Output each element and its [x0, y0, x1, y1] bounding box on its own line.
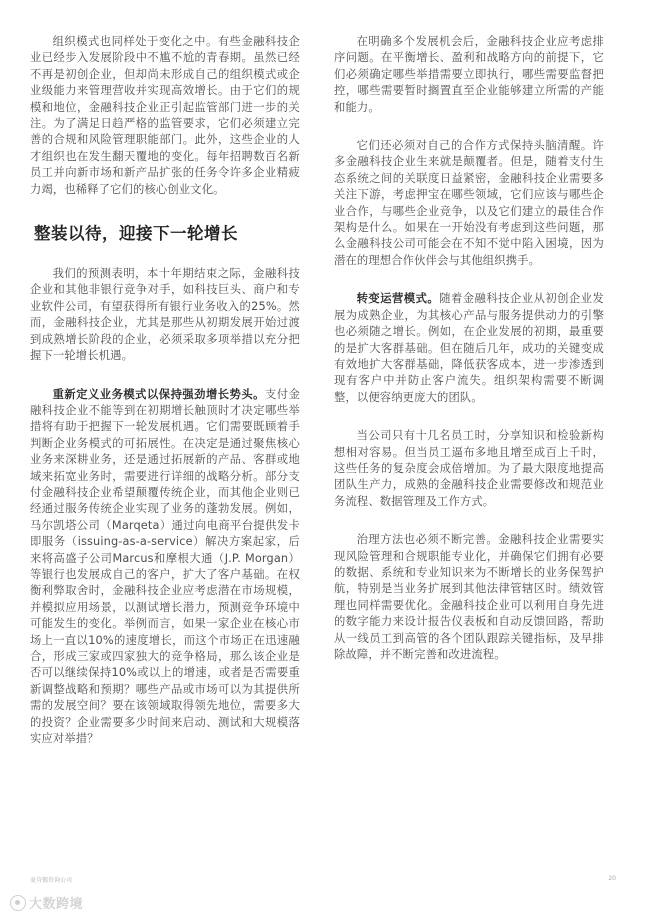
watermark — [10, 893, 83, 912]
page-footer — [30, 875, 616, 887]
paragraph-operating-model — [334, 291, 604, 406]
footer-publisher: 麦肯锡咨询公司 — [30, 877, 73, 884]
paragraph-knowledge-sharing: 当公司只有十几名员工时，分享知识和检验新构想相对容易。但当员工逼布多地且增至成百上千时，这些任务的复杂度会成倍增加。为了最大限度地提高团队生产力，成熟的金融科技企业需要修改和规范业务流程、数据管理及工作方式。 — [334, 429, 604, 508]
watermark-text: 大数跨境 — [29, 897, 84, 912]
body-redefine-business-model: 支付金融科技企业不能等到在初期增长触顶时才决定哪些举措将有助于把握下一轮发展机遇。它们需要既顾着手判断企业务模式的可拓展性。在决定是通过聚焦核心业务来深耕业务，还是通过拓展新的产品、客群或地域来拓宽业务时，需要进行详细的战略分析。部分支付金融科技企业希望颠覆传统企业，而其他企业则已经通过服务传统企业实现了业务的蓬勃发展。例如，马尔凯塔公司（Marqeta）通过向电商平台提供发卡即服务（issuing-as-a-service）解决方案起家，后来将高盛子公司Marcus和摩根大通（J.P. Morgan）等银行也发展成自己的客户，扩大了客户基础。在权衡利弊取舍时，金融科技企业应考虑潜在市场规模，并模拟应用场景，以测试增长潜力，预测竞争环境中可能发生的变化。举例而言，如果一家企业在核心市场上一直以10%的速度增长，而这个市场正在迅速融合，形成三家或四家独大的竞争格局，那么该企业是否可以继续保持10%或以上的增速，或者是否需要重新调整战略和预期？哪些产品或市场可以为其提供所需的发展空间？要在该领域取得领先地位，需要多大的投资？企业需要多少时间来启动、测试和大规模落实应对举措？ — [30, 387, 301, 746]
paragraph-governance: 治理方法也必须不断完善。金融科技企业需要实现风险管理和合规职能专业化，并确保它们拥有必要的数据、系统和专业知识来为不断增长的业务保驾护航，特别是当业务扩展到其他法律管辖区时。绩效管理也同样需要优化。金融科技企业可以利用自身先进的数字能力来设计报告仪表板和自动反馈回路，帮助从一线员工到高管的各个团队跟踪关键指标，及早排除故障，并不断完善和改进流程。 — [334, 533, 604, 661]
right-column — [334, 34, 604, 685]
watermark-logo-icon — [10, 895, 26, 911]
paragraph-forecast: 我们的预测表明，本十年期结束之际，金融科技企业和其他非银行竞争对手，如科技巨头、商户和专业软件公司，有望获得所有银行业务收入的25%。然而，金融科技企业，尤其是那些从初期发展开始过渡到成熟增长阶段的企业，必须采取多项举措以充分把握下一轮增长机遇。 — [30, 267, 300, 363]
lead-redefine-business-model: 重新定义业务模式以保持强劲增长势头。 — [52, 387, 265, 401]
page-number: 20 — [608, 875, 616, 882]
paragraph-prioritization: 在明确多个发展机会后，金融科技企业应考虑排序问题。在平衡增长、盈利和战略方向的前提下，它们必须确定哪些举措需要立即执行，哪些需要监督把控，哪些需要暂时搁置直至企业能够建立所需的产能和能力。 — [334, 35, 604, 114]
paragraph-redefine-business-model — [30, 387, 300, 748]
section-heading: 整装以待，迎接下一轮增长 — [34, 224, 238, 244]
left-column — [30, 34, 300, 769]
lead-operating-model: 转变运营模式。 — [356, 292, 440, 306]
paragraph-partnerships: 它们还必须对自己的合作方式保持头脑清醒。许多金融科技企业生来就是颠覆者。但是，随着支付生态系统之间的关联度日益紧密，金融科技企业需要多关注下游，考虑押宝在哪些领域，它们应该与哪些企业合作，与哪些企业竞争，以及它们建立的最佳合作架构是什么。如果在一开始没有考虑到这些问题，那么金融科技公司可能会在不知不觉中陷入困境，因为潜在的理想合作伙伴会与其他组织携手。 — [334, 139, 604, 267]
body-operating-model: 随着金融科技企业从初创企业发展为成熟企业，为其核心产品与服务提供动力的引擎也必须随之增长。例如，在企业发展的初期，最重要的是扩大客群基础。但在随后几年，成功的关键变成有效地扩大客群基础，降低获客成本，进一步渗透到现有客户中并防止客户流失。组织架构需要不断调整，以便容纳更庞大的团队。 — [334, 292, 604, 404]
paragraph-org-model: 组织模式也同样处于变化之中。有些金融科技企业已经步入发展阶段中不尴不尬的青春期。虽然已经不再是初创企业，但却尚未形成自己的组织模式或企业级能力来管理营收并实现高效增长。由于它们的规模和地位，金融科技企业正引起监管部门进一步的关注。为了满足日趋严格的监管要求，它们必须建立完善的合规和风险管理职能部门。此外，这些企业的人才组织也在发生翻天覆地的变化。每年招聘数百名新员工并向新市场和新产品扩张的任务令许多企业精疲力竭，也稀释了它们的核心创业文化。 — [30, 35, 300, 196]
